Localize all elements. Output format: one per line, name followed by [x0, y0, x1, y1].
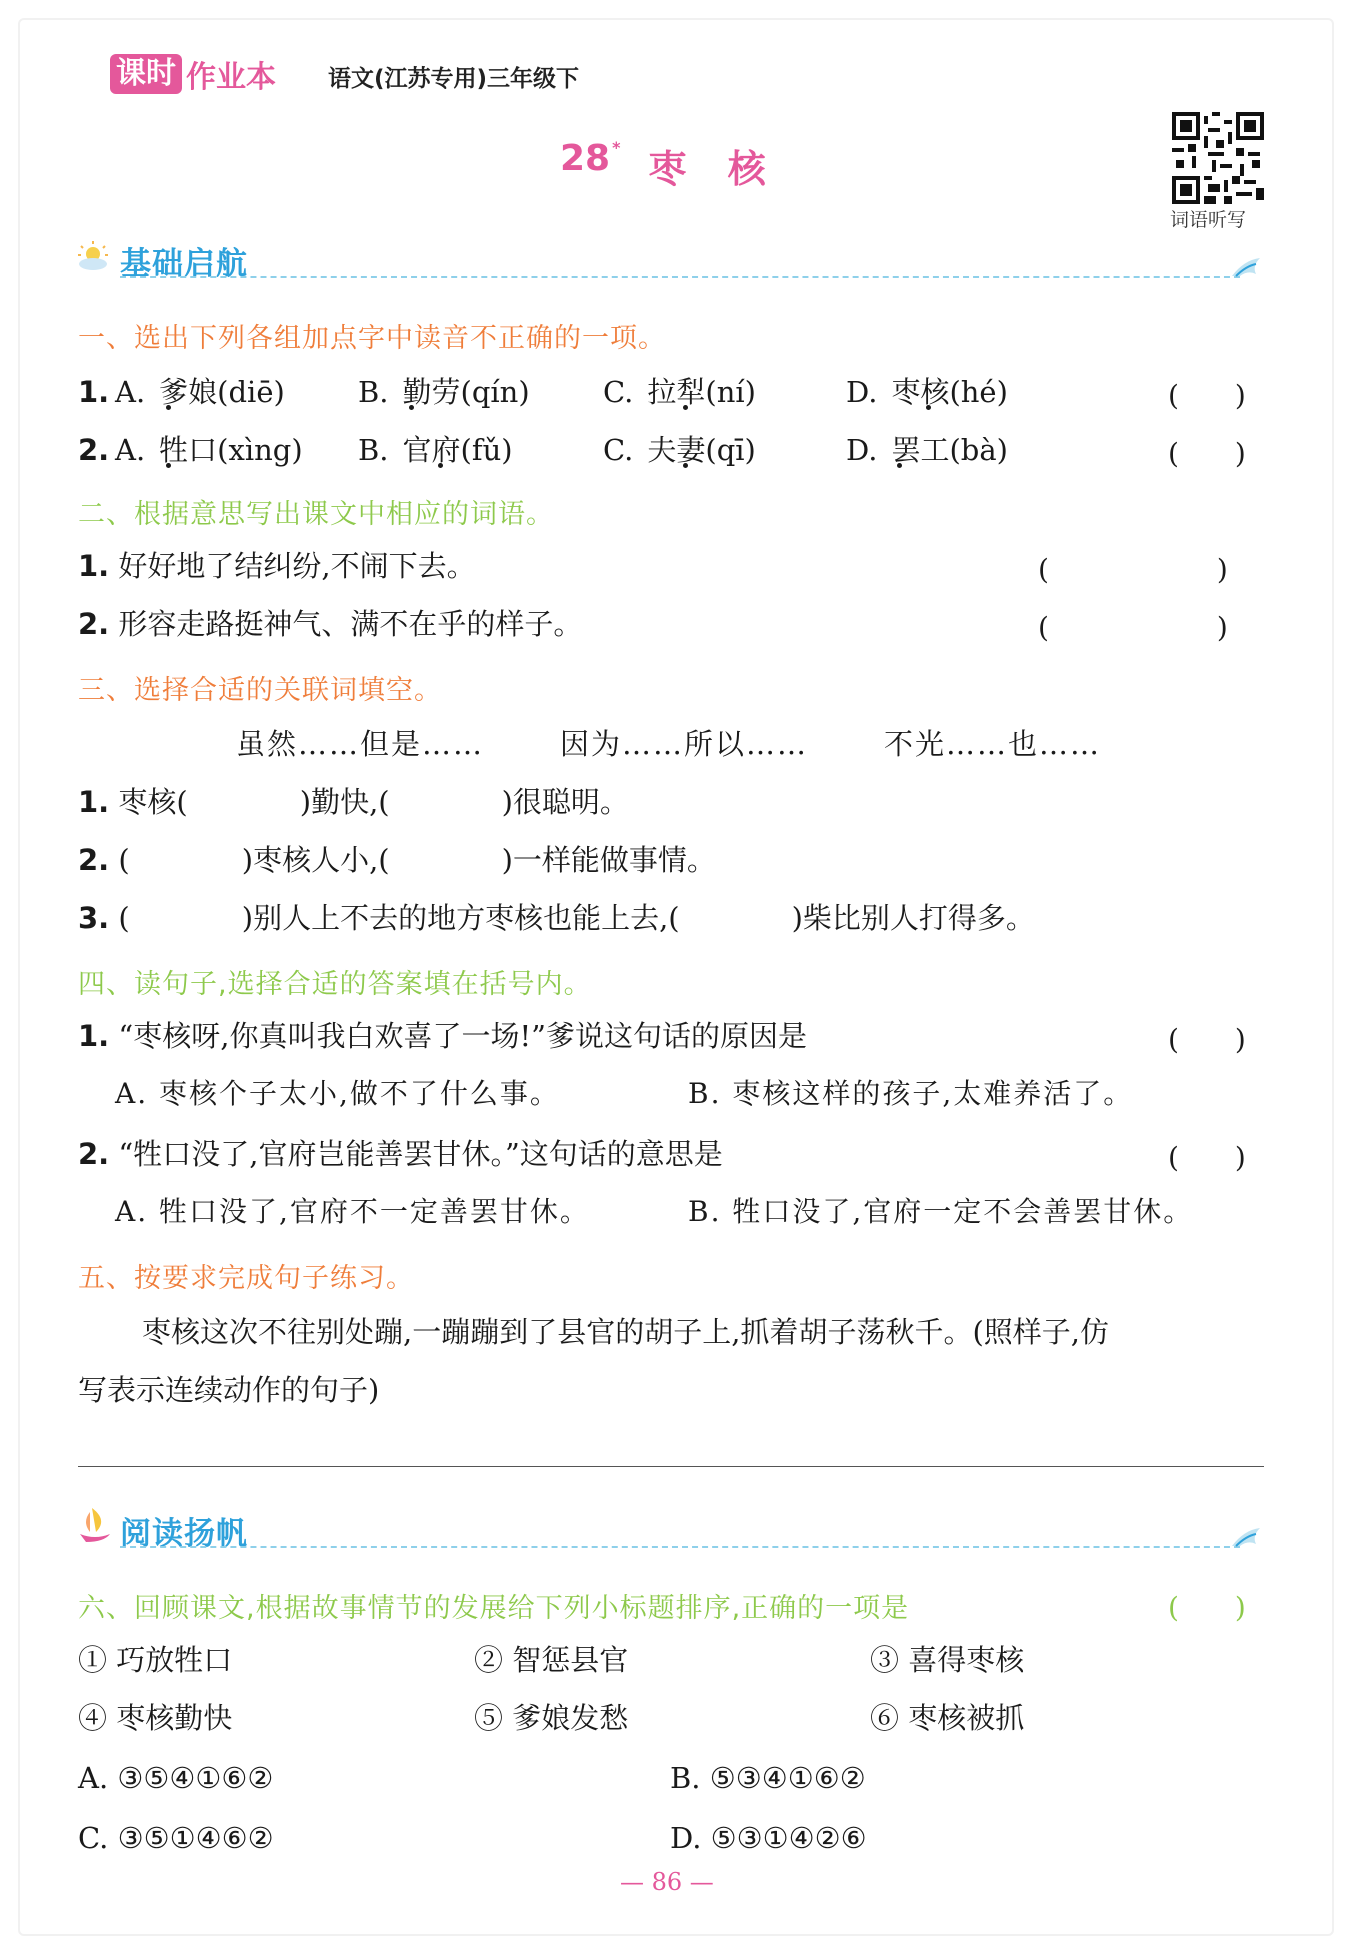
q5-prompt-line1: 枣核这次不往别处蹦,一蹦蹦到了县官的胡子上,抓着胡子荡秋千。(照样子,仿	[142, 1315, 1109, 1349]
q3-item-number: 1.	[78, 785, 110, 819]
q3-item-1	[78, 782, 629, 822]
answer-bracket[interactable]: ( )	[1168, 1141, 1246, 1174]
brand-logo-b: 作业本	[186, 60, 276, 95]
answer-bracket[interactable]: ( )	[1168, 1023, 1246, 1056]
qr-code-icon[interactable]	[1172, 112, 1264, 204]
q4-heading: 四、读句子,选择合适的答案填在括号内。	[78, 969, 592, 1000]
q4-item-text: “枣核呀,你真叫我白欢喜了一场!”爹说这句话的原因是	[118, 1019, 807, 1053]
q3-item-2	[78, 840, 716, 880]
option-word: 罢工(bà)	[891, 433, 1008, 467]
conjunction-option: 因为……所以……	[560, 727, 809, 761]
brand-logo-a: 课时	[110, 54, 182, 94]
qr-caption: 词语听写	[1170, 209, 1247, 231]
conjunction-option: 不光……也……	[884, 727, 1102, 761]
q5-heading: 五、按要求完成句子练习。	[78, 1263, 414, 1294]
q3-text-part: 枣核(	[118, 785, 188, 819]
q2-heading: 二、根据意思写出课文中相应的词语。	[78, 499, 554, 530]
q3-text-part: )别人上不去的地方枣核也能上去,(	[241, 901, 680, 935]
answer-bracket[interactable]: ( )	[1168, 379, 1246, 412]
sun-cloud-icon	[76, 240, 110, 274]
q1-item-number: 2.	[78, 433, 110, 467]
q6-choice-b[interactable]: B. ⑤③④①⑥②	[670, 1761, 866, 1795]
q4-item-2	[78, 1134, 723, 1174]
option-label: B.	[358, 433, 389, 467]
q4-item-1	[78, 1016, 807, 1056]
q6-choice-c[interactable]: C. ③⑤①④⑥②	[78, 1821, 274, 1855]
lesson-name: 枣 核	[648, 147, 780, 191]
q6-choice-d[interactable]: D. ⑤③①④②⑥	[670, 1821, 867, 1855]
subtitle-item: ② 智惩县官	[474, 1643, 629, 1677]
q3-text-part: )一样能做事情。	[501, 843, 716, 877]
sailboat-icon	[78, 1506, 112, 1542]
q5-prompt-line2: 写表示连续动作的句子)	[78, 1373, 380, 1407]
q4-option-a: A. 枣核个子太小,做不了什么事。	[115, 1077, 560, 1110]
q3-text-part: )很聪明。	[501, 785, 629, 819]
q2-item-number: 1.	[78, 549, 110, 583]
q4-option-b: B. 牲口没了,官府一定不会善罢甘休。	[688, 1195, 1194, 1228]
subtitle-item: ① 巧放牲口	[78, 1643, 233, 1677]
section-divider	[120, 1546, 1240, 1548]
q6-choice-a[interactable]: A. ③⑤④①⑥②	[78, 1761, 274, 1795]
q3-text-part: (	[118, 843, 130, 877]
option-label: A.	[115, 375, 146, 409]
option-label: B.	[358, 375, 389, 409]
lesson-title	[560, 138, 780, 193]
section-divider	[120, 276, 1240, 278]
section-title-reading: 阅读扬帆	[120, 1516, 248, 1552]
q3-text-part: )勤快,(	[299, 785, 390, 819]
lesson-number: 28	[560, 138, 611, 179]
q3-text-part: )柴比别人打得多。	[791, 901, 1035, 935]
subtitle-item: ④ 枣核勤快	[78, 1701, 233, 1735]
wave-icon	[1230, 1524, 1264, 1550]
q3-item-number: 3.	[78, 901, 110, 935]
option-label: C.	[603, 433, 634, 467]
subtitle-item: ⑥ 枣核被抓	[870, 1701, 1025, 1735]
q4-option-a: A. 牲口没了,官府不一定善罢甘休。	[115, 1195, 590, 1228]
page-number: — 86 —	[620, 1868, 714, 1896]
q4-item-number: 2.	[78, 1137, 110, 1171]
subject-label: 语文(江苏专用)三年级下	[328, 66, 580, 92]
lesson-star: *	[612, 138, 621, 157]
option-word: 枣核(hé)	[891, 375, 1008, 409]
q2-item-text: 形容走路挺神气、满不在乎的样子。	[118, 607, 583, 641]
q6-heading: 六、回顾课文,根据故事情节的发展给下列小标题排序,正确的一项是	[78, 1593, 910, 1624]
answer-bracket[interactable]: ( )	[1038, 611, 1228, 644]
q2-item-1	[78, 546, 476, 586]
option-word: 官府(fǔ)	[402, 433, 513, 467]
option-label: C.	[603, 375, 634, 409]
option-label: A.	[115, 433, 146, 467]
subtitle-item: ③ 喜得枣核	[870, 1643, 1025, 1677]
brand-logo	[110, 52, 276, 96]
q4-item-number: 1.	[78, 1019, 110, 1053]
answer-line[interactable]	[78, 1466, 1264, 1467]
answer-bracket[interactable]: ( )	[1168, 1591, 1246, 1624]
answer-bracket[interactable]: ( )	[1168, 437, 1246, 470]
option-word: 夫妻(qī)	[647, 433, 756, 467]
option-label: D.	[846, 433, 878, 467]
q2-item-2	[78, 604, 582, 644]
q2-item-number: 2.	[78, 607, 110, 641]
option-word: 勤劳(qín)	[402, 375, 530, 409]
option-word: 拉犁(ní)	[647, 375, 756, 409]
conjunction-option: 虽然……但是……	[236, 727, 485, 761]
q3-heading: 三、选择合适的关联词填空。	[78, 675, 442, 706]
q3-item-number: 2.	[78, 843, 110, 877]
option-word: 爹娘(diē)	[159, 375, 285, 409]
subtitle-item: ⑤ 爹娘发愁	[474, 1701, 629, 1735]
section-title-basics: 基础启航	[120, 246, 248, 282]
q2-item-text: 好好地了结纠纷,不闹下去。	[118, 549, 476, 583]
q1-heading: 一、选出下列各组加点字中读音不正确的一项。	[78, 323, 666, 354]
q1-item-number: 1.	[78, 375, 110, 409]
q3-text-part: (	[118, 901, 130, 935]
q3-item-3	[78, 898, 1035, 938]
q3-text-part: )枣核人小,(	[241, 843, 390, 877]
option-label: D.	[846, 375, 878, 409]
q4-item-text: “牲口没了,官府岂能善罢甘休。”这句话的意思是	[118, 1137, 723, 1171]
q4-option-b: B. 枣核这样的孩子,太难养活了。	[688, 1077, 1134, 1110]
answer-bracket[interactable]: ( )	[1038, 553, 1228, 586]
wave-icon	[1230, 254, 1264, 280]
option-word: 牲口(xìng)	[159, 433, 303, 467]
